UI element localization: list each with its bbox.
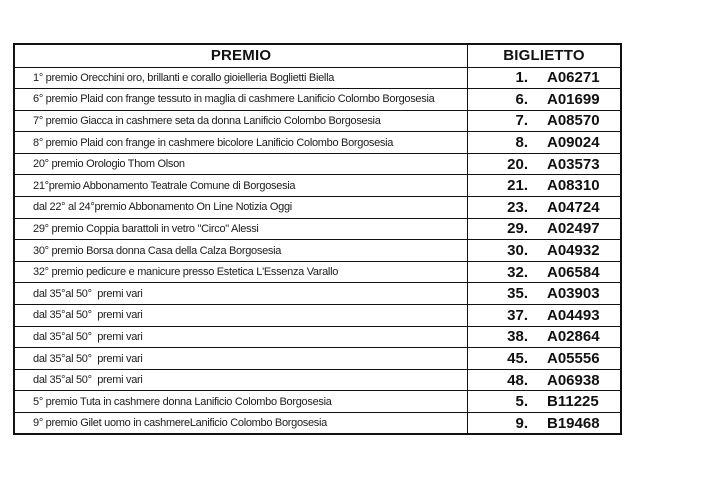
table-row — [14, 67, 621, 89]
ticket-number: 20. — [507, 155, 528, 173]
ticket-code: B11225 — [547, 393, 599, 411]
ticket-number: 5. — [515, 393, 528, 411]
prize-description: dal 22° al 24°premio Abbonamento On Line Notizia Oggi — [14, 197, 468, 219]
table-row — [14, 153, 621, 175]
ticket-cell — [468, 305, 622, 327]
prize-description: 1° premio Orecchini oro, brillanti e corallo gioielleria Boglietti Biella — [14, 67, 468, 89]
ticket-number: 1. — [515, 69, 528, 87]
ticket-number: 9. — [515, 414, 528, 432]
table-row — [14, 283, 621, 305]
ticket-number: 29. — [507, 220, 528, 238]
ticket-code: B19468 — [547, 414, 600, 432]
ticket-code: A05556 — [547, 350, 600, 368]
ticket-code: A09024 — [547, 134, 600, 152]
table-row — [14, 369, 621, 391]
table-row — [14, 218, 621, 240]
ticket-number: 6. — [515, 90, 528, 108]
ticket-code: A04724 — [547, 198, 600, 216]
prize-description: dal 35°al 50° premi vari — [14, 348, 468, 370]
table-row — [14, 175, 621, 197]
prize-description: 29° premio Coppia barattoli in vetro "Circo" Alessi — [14, 218, 468, 240]
ticket-number: 21. — [507, 177, 528, 195]
table-row — [14, 197, 621, 219]
ticket-cell — [468, 197, 622, 219]
ticket-cell — [468, 391, 622, 413]
ticket-code: A02864 — [547, 328, 600, 346]
ticket-code: A08570 — [547, 112, 600, 130]
ticket-cell — [468, 89, 622, 111]
ticket-code: A04493 — [547, 306, 600, 324]
table-row — [14, 391, 621, 413]
ticket-code: A01699 — [547, 90, 600, 108]
prize-description: 32° premio pedicure e manicure presso Estetica L'Essenza Varallo — [14, 261, 468, 283]
ticket-code: A08310 — [547, 177, 600, 195]
ticket-cell — [468, 67, 622, 89]
ticket-number: 35. — [507, 285, 528, 303]
prize-description: dal 35°al 50° premi vari — [14, 283, 468, 305]
prize-table-body — [14, 67, 621, 434]
ticket-number: 30. — [507, 242, 528, 260]
ticket-number: 23. — [507, 198, 528, 216]
prize-description: 6° premio Plaid con frange tessuto in maglia di cashmere Lanificio Colombo Borgosesia — [14, 89, 468, 111]
ticket-cell — [468, 261, 622, 283]
ticket-cell — [468, 153, 622, 175]
prize-table-head — [14, 44, 621, 67]
ticket-cell — [468, 413, 622, 435]
prize-description: dal 35°al 50° premi vari — [14, 305, 468, 327]
prize-description: 5° premio Tuta in cashmere donna Lanificio Colombo Borgosesia — [14, 391, 468, 413]
ticket-cell — [468, 240, 622, 262]
ticket-cell — [468, 283, 622, 305]
table-row — [14, 240, 621, 262]
table-row — [14, 110, 621, 132]
ticket-number: 48. — [507, 371, 528, 389]
ticket-number: 37. — [507, 306, 528, 324]
table-row — [14, 348, 621, 370]
ticket-cell — [468, 218, 622, 240]
table-row — [14, 305, 621, 327]
ticket-number: 7. — [515, 112, 528, 130]
ticket-cell — [468, 175, 622, 197]
ticket-code: A06584 — [547, 263, 600, 281]
prize-table — [13, 43, 622, 435]
ticket-cell — [468, 132, 622, 154]
ticket-cell — [468, 326, 622, 348]
prize-description: 20° premio Orologio Thom Olson — [14, 153, 468, 175]
ticket-number: 45. — [507, 350, 528, 368]
ticket-code: A03573 — [547, 155, 600, 173]
ticket-number: 38. — [507, 328, 528, 346]
prize-description: 9° premio Gilet uomo in cashmereLanificio Colombo Borgosesia — [14, 413, 468, 435]
header-row — [14, 44, 621, 67]
ticket-number: 8. — [515, 134, 528, 152]
ticket-code: A02497 — [547, 220, 600, 238]
column-header-premio: PREMIO — [14, 44, 468, 67]
table-row — [14, 413, 621, 435]
ticket-code: A06271 — [547, 69, 600, 87]
table-row — [14, 326, 621, 348]
prize-description: dal 35°al 50° premi vari — [14, 326, 468, 348]
ticket-cell — [468, 348, 622, 370]
prize-description: 30° premio Borsa donna Casa della Calza Borgosesia — [14, 240, 468, 262]
ticket-cell — [468, 369, 622, 391]
table-row — [14, 132, 621, 154]
ticket-cell — [468, 110, 622, 132]
prize-description: 8° premio Plaid con frange in cashmere bicolore Lanificio Colombo Borgosesia — [14, 132, 468, 154]
table-row — [14, 89, 621, 111]
ticket-code: A04932 — [547, 242, 600, 260]
ticket-code: A03903 — [547, 285, 600, 303]
prize-description: 21°premio Abbonamento Teatrale Comune di Borgosesia — [14, 175, 468, 197]
column-header-biglietto: BIGLIETTO — [468, 44, 622, 67]
prize-description: 7° premio Giacca in cashmere seta da donna Lanificio Colombo Borgosesia — [14, 110, 468, 132]
ticket-number: 32. — [507, 263, 528, 281]
prize-description: dal 35°al 50° premi vari — [14, 369, 468, 391]
ticket-code: A06938 — [547, 371, 600, 389]
table-row — [14, 261, 621, 283]
